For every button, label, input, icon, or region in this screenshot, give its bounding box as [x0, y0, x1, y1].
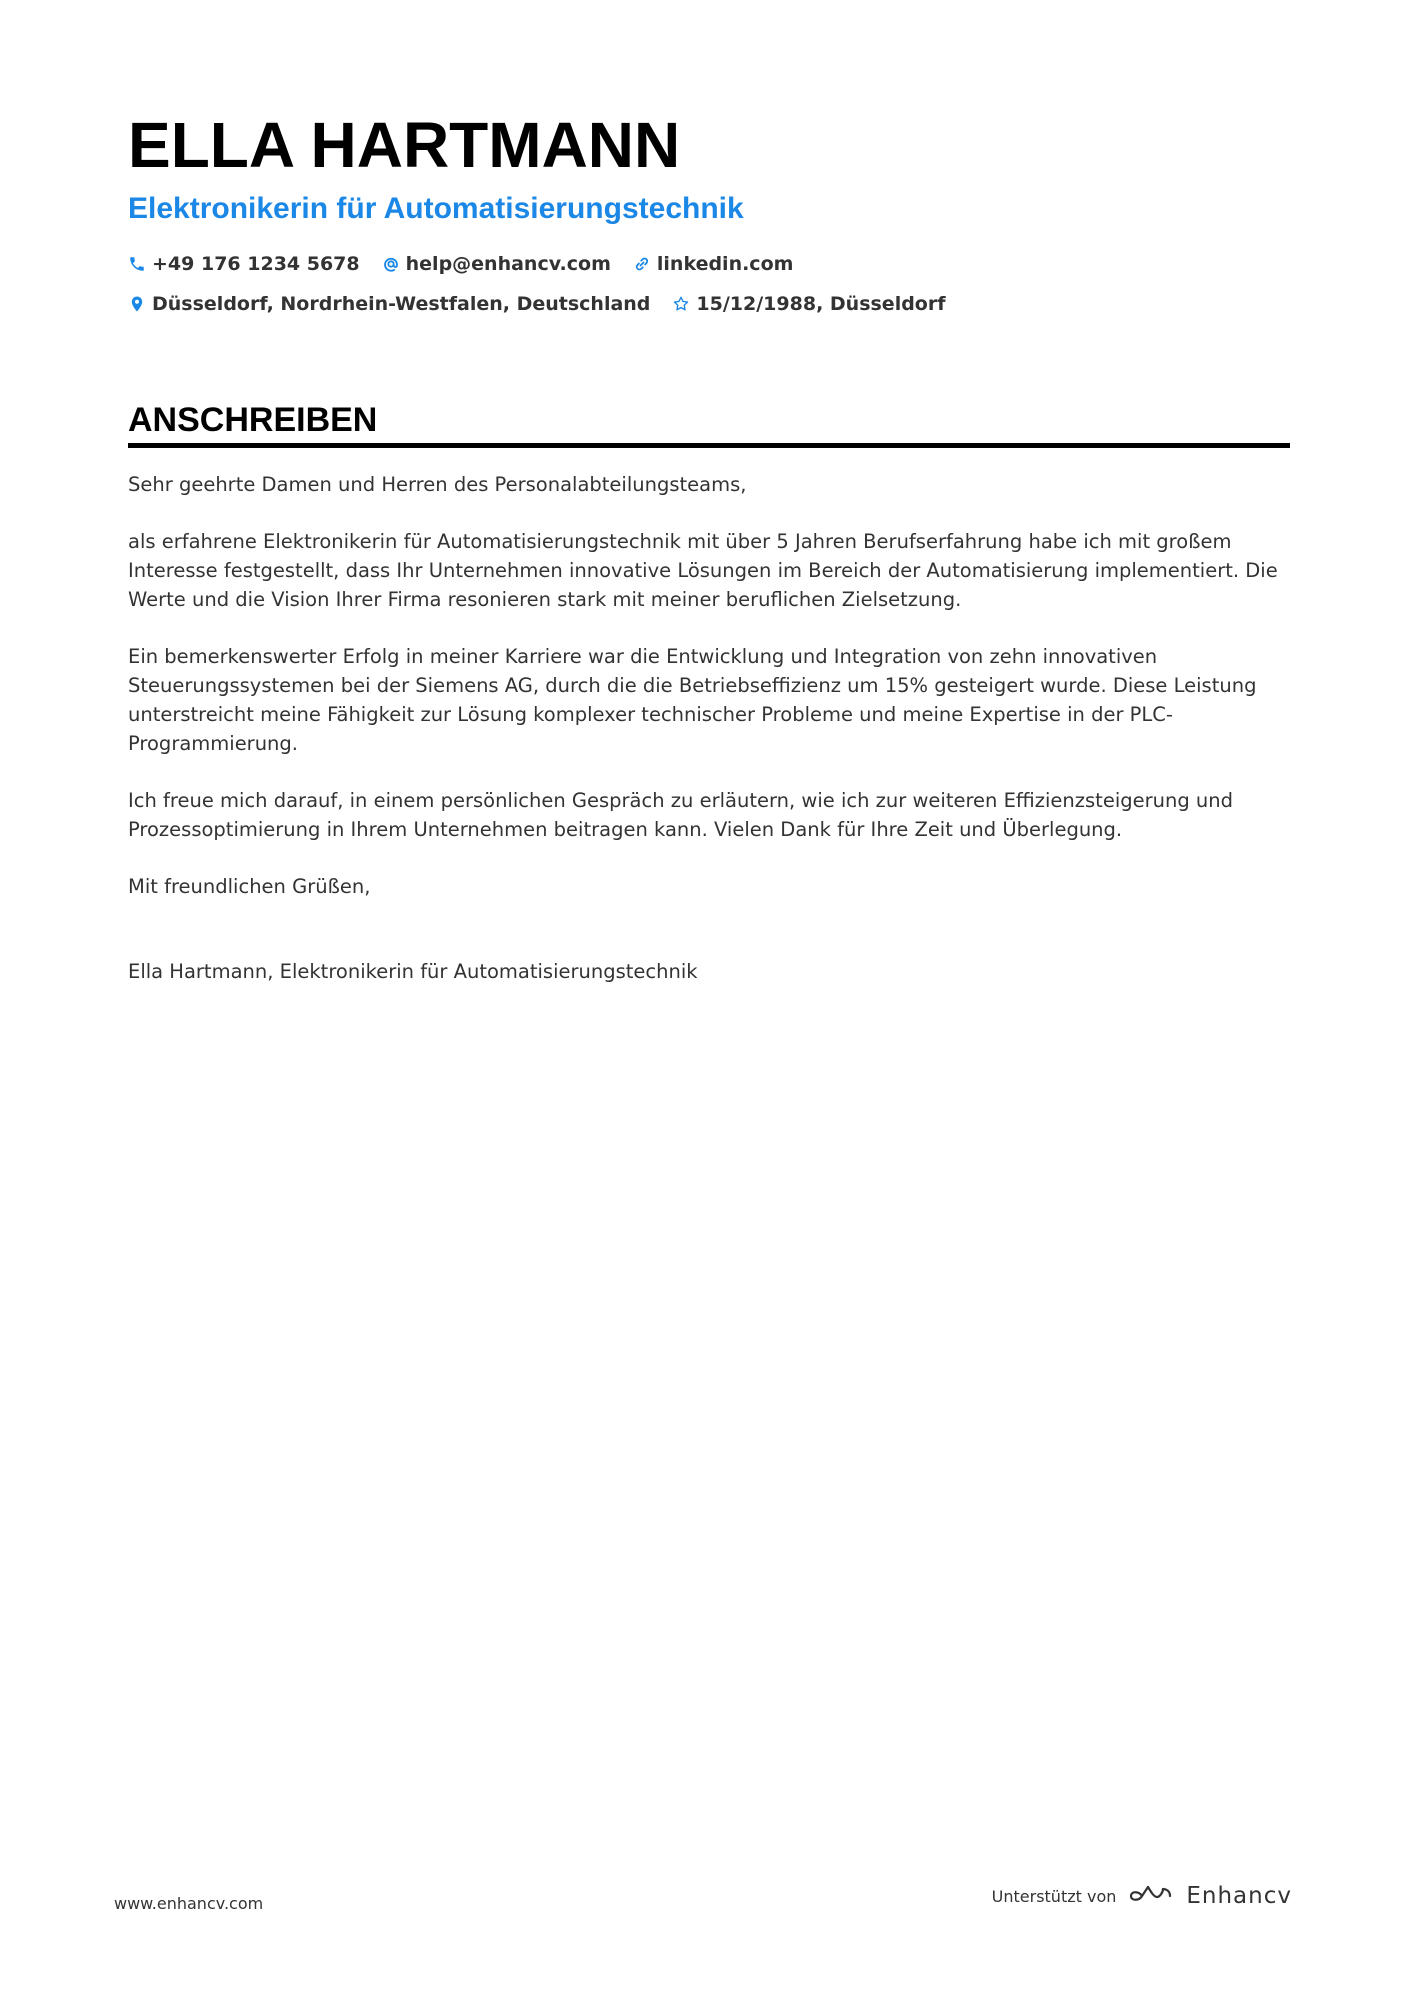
- birth-date-place: 15/12/1988, Düsseldorf: [696, 293, 946, 315]
- paragraph: als erfahrene Elektronikerin für Automatisierungstechnik mit über 5 Jahren Berufserfahrung habe ich mit großem Interesse festgestellt, dass Ihr Unternehmen innovative Lösungen im Bereich der Automatisierung implementiert. Die Werte und die Vision Ihrer Firma resonieren stark mit meiner beruflichen Zielsetzung.: [128, 530, 1278, 611]
- salutation: Sehr geehrte Damen und Herren des Personalabteilungsteams,: [128, 473, 747, 496]
- footer-website[interactable]: www.enhancv.com: [114, 1894, 264, 1913]
- cover-letter-page: [128, 105, 1290, 1014]
- contact-linkedin[interactable]: [633, 247, 794, 281]
- letter-body: [128, 470, 1290, 986]
- phone-number: +49 176 1234 5678: [152, 253, 360, 275]
- link-icon: [633, 255, 651, 273]
- location: Düsseldorf, Nordrhein-Westfalen, Deutschland: [152, 293, 651, 315]
- powered-by-label: Unterstützt von: [991, 1886, 1117, 1906]
- contact-birth: [672, 287, 945, 321]
- location-pin-icon: [128, 295, 146, 313]
- contact-email[interactable]: [382, 247, 611, 281]
- paragraph: Ich freue mich darauf, in einem persönlichen Gespräch zu erläutern, wie ich zur weiteren Effizienzsteigerung und Prozessoptimierung in Ihrem Unternehmen beitragen kann. Vielen Dank für Ihre Zeit und Überlegung.: [128, 789, 1234, 841]
- signature: Ella Hartmann, Elektronikerin für Automatisierungstechnik: [128, 960, 698, 983]
- footer-branding[interactable]: [992, 1880, 1292, 1912]
- contact-location: [128, 287, 650, 321]
- phone-icon: [128, 255, 146, 273]
- closing: Mit freundlichen Grüßen,: [128, 875, 371, 898]
- star-icon: [672, 295, 690, 313]
- applicant-name: ELLA HARTMANN: [128, 109, 681, 181]
- contact-list: [128, 247, 1290, 321]
- contact-phone: [128, 247, 360, 281]
- at-icon: [382, 255, 400, 273]
- enhancv-brand-name: Enhancv: [1186, 1883, 1292, 1909]
- paragraph: Ein bemerkenswerter Erfolg in meiner Karriere war die Entwicklung und Integration von zehn innovativen Steuerungssystemen bei der Siemens AG, durch die die Betriebseffizienz um 15% gesteigert wurde. Diese Leistung unterstreicht meine Fähigkeit zur Lösung komplexer technischer Probleme und meine Expertise in der PLC-Programmierung.: [128, 645, 1257, 755]
- enhancv-logo-icon: [1128, 1883, 1174, 1909]
- section-title: ANSCHREIBEN: [128, 399, 1290, 448]
- email-address[interactable]: help@enhancv.com: [405, 253, 611, 275]
- job-title: Elektronikerin für Automatisierungstechnik: [128, 192, 744, 225]
- linkedin-link[interactable]: linkedin.com: [656, 253, 794, 275]
